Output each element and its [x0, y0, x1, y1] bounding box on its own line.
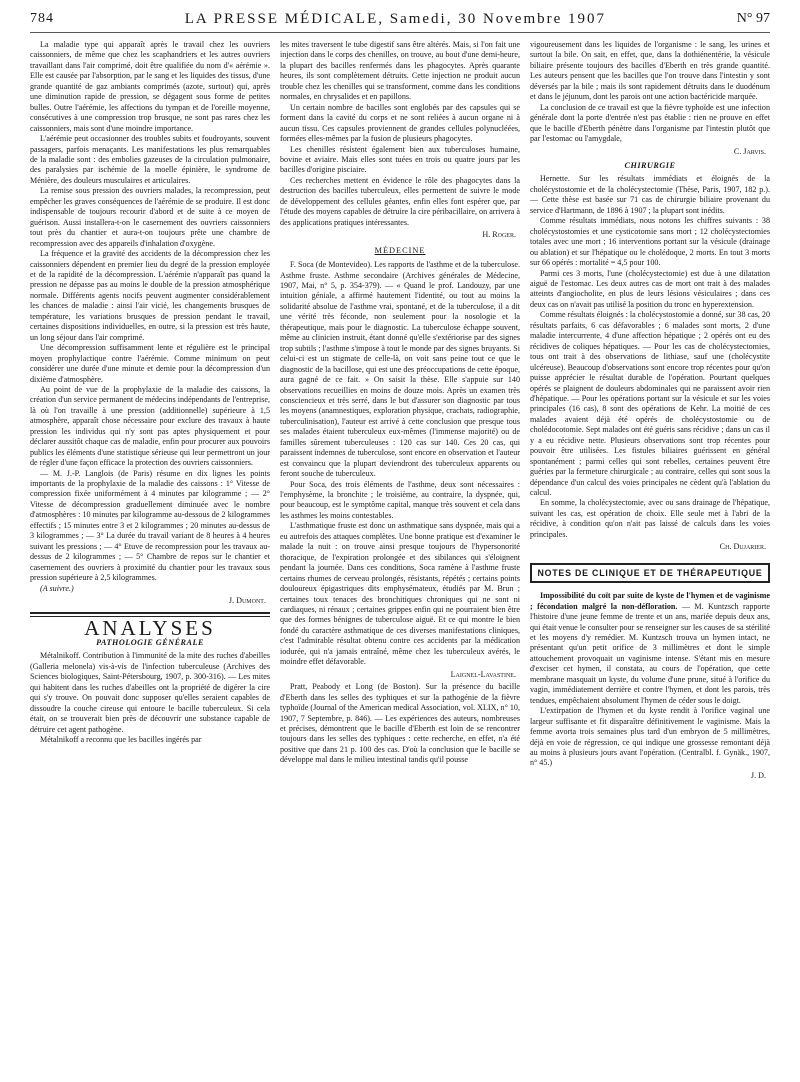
paragraph: L'aérémie peut occasionner des troubles subits et foudroyants, souvent passagers, parfois menaçants. Les manifestations les plus remarquables de la maladie sont : des embolies gazeuses de la circulation pulmonaire, des paralysies par ischémie de la moelle épinière, le syndrome de Ménière, des douleurs musculaires et articulaires.	[30, 134, 270, 185]
a-suivre-note: (A suivre.)	[40, 583, 74, 593]
paragraph: L'extirpation de l'hymen et du kyste rendit à l'orifice vaginal une largeur suffisante et fit disparaître définitivement le vaginisme. Mais la femme avorta trois semaines plus tard d'un embryon de 5 millimètres, déjà en voie de régression, ce qui indique une grossesse remontant déjà au moins à plusieurs jours avant l'opération. (Centralbl. f. Gynäk., 1907, n° 45.)	[530, 706, 770, 768]
signature: J. Dumont.	[228, 596, 266, 606]
paragraph: La remise sous pression des ouvriers malades, la recompression, peut empêcher les graves conséquences de l'aérémie de se produire. Il est donc indispensable de toujours recourir d'abord et de suite à ce moyen de guérison. Aussi installera-t-on le casernement des ouvriers caissonniers tout près du chantier et aura-t-on toujours prête une chambre de recompression avec des appareils d'inhalation d'oxygène.	[30, 186, 270, 248]
journal-title: LA PRESSE MÉDICALE, Samedi, 30 Novembre 1907	[184, 10, 607, 27]
column-2	[280, 40, 520, 1080]
signature: H. Roger.	[482, 230, 516, 240]
signature: Ch. Dujarier.	[719, 542, 766, 552]
paragraph: Une décompression suffisamment lente et régulière est le principal moyen prophylactique contre l'aérémie. Comme minimum on peut considérer une durée d'une minute et demie pour la décompression d'un dixième d'atmosphère.	[30, 343, 270, 384]
paragraph: Pratt, Peabody et Long (de Boston). Sur la présence du bacille d'Eberth dans les selles des typhiques et sur la pathogénie de la fièvre typhoïde (Journal of the American medical Association, vol. XLIX, n° 10, 1907, 7 Septembre, p. 846). — Les expériences des auteurs, nombreuses et précises, démontrent que le bacille d'Eberth est loin de se rencontrer toujours dans les selles des typhiques : cette recherche, en effet, n'a été positive que dans 21 p. 100 des cas. D'où la conclusion que le bacille se développe mal dans le milieu intestinal tandis qu'il pousse	[280, 682, 520, 765]
paragraph: Métalnikoff a reconnu que les bacilles ingérés par	[40, 735, 202, 744]
paragraph: En somme, la cholécystectomie, avec ou sans drainage de l'hépatique, suivant les cas, est opération de choix. Elle seule met à l'abri de la récidive, à condition qu'on n'ait pas laissé de calculs dans les voies principales.	[530, 498, 770, 539]
section-heading-analyses: ANALYSES	[84, 616, 216, 641]
page-number: 784	[30, 11, 54, 26]
paragraph: La fréquence et la gravité des accidents de la décompression chez les caissonniers dépendent en premier lieu du degré de la pression employée et de la rapidité de la décompression. L'aérémie n'apparaît pas quand la pression ne dépasse pas au moins le double de la pression atmosphérique normale. Différents agents nocifs peuvent augmenter considérablement les chances de maladie : ainsi l'air vicié, les changements brusques de température, les variations brusques de pression pendant le travail, certaines dispositions individuelles, en outre, si la pression est très haute, un long séjour dans l'air comprimé.	[30, 249, 270, 342]
paragraph: vigoureusement dans les liquides de l'organisme : le sang, les urines et surtout la bile. On sait, en effet, que, dans la dothiénentérie, la vésicule biliaire présente toujours des bacilles d'Eberth en très grande quantité. Les auteurs pensent que les bacilles que l'on trouve dans l'intestin y sont déversés par la bile ; mais ils sont rapidement détruits dans le duodénum et dans le jéjunum, dont les parois ont une action bactéricide marquée.	[530, 40, 770, 102]
rubric-heading: MÉDECINE	[374, 245, 426, 255]
paragraph: Comme résultats éloignés : la cholécystostomie a donné, sur 38 cas, 20 résultats parfaits, 6 cas défavorables ; 6 malades sont morts, 2 d'une maladie intercurrente, 4 d'une affection hépatique ; 2 opérés ont eu des récidives de coliques hépatiques. — Pour les cas de cholécystectomies, tous ont trait à des observations de lithiase, sauf une (cholécystite ulcéreuse). Beaucoup d'observations sont encore trop récentes pour qu'on puisse apprécier le résultat durable de l'opération. Pourtant quelques opérés se plaignent de douleurs abdominales qui ne paraissent avoir rien d'hépatique. — Pour les opérations portant sur la vésicule et sur les voies principales (16 cas), 8 sont des opérations de Kehr. La moitié de ces malades avaient déjà été opérés de cholécystostomie ou de cholédocotomie. Sept malades ont été guéris sans récidive ; dans un cas il y a eu récidive nette. Plusieurs observations sont trop récentes pour pouvoir être utilisées. Les fistules biliaires guérissent en général spontanément ; parmi celles qui sont rebelles, certaines peuvent être guéries par la fermeture chirurgicale ; au contraire, celles qui sont sous la dépendance d'un calcul des voies principales ne cèdent qu'à l'ablation du calcul.	[530, 310, 770, 498]
paragraph: Les chenilles résistent également bien aux tuberculoses humaine, bovine et aviaire. Mais elles sont tuées en trois ou quatre jours par les bacilles d'origine pisciaire.	[280, 144, 520, 175]
signature: J. D.	[750, 770, 766, 780]
paragraph: Ces recherches mettent en évidence le rôle des phagocytes dans la destruction des bacilles tuberculeux, elles permettent de suivre le mode de développement des cellules géantes, enfin elles font espérer que, par l'étude des moyens capables de détruire la cire péribacillaire, on arrivera à des applications pratiques intéressantes.	[280, 175, 520, 227]
section-box-notes: NOTES DE CLINIQUE ET DE THÉRAPEUTIQUE	[530, 563, 770, 583]
paragraph: Métalnikoff. Contribution à l'immunité de la mite des ruches d'abeilles (Galleria melonela) vis-à-vis de l'infection tuberculeuse (Archives des Sciences biologiques, Saint-Pétersbourg, 1907, p. 300-316). — Les mites qui habitent dans les ruches d'abeilles ont la propriété de digérer la cire qui s'y trouve. On pouvait donc supposer qu'elles seraient capables de dissoudre la couche cireuse qui entoure le bacille tuberculeux. Si cela était, on se trouverait bien près de découvrir une substance capable de détruire cet agent pathogène.	[30, 651, 270, 734]
paragraph: — M. J.-P. Langlois (de Paris) résume en dix lignes les points importants de la prophylaxie de la maladie des caissons : 1° Vitesse de compression fixée uniformément à 4 minutes par kilogramme ; — 2° Vitesse de décompression graduellement diminuée avec le nombre d'atmosphères : 10 minutes par kilogramme au-dessous de 2 kilogrammes effectifs ; 15 minutes entre 3 et 2 kilogrammes ; 20 minutes au-dessus de 3 kilogrammes ; — 3° La durée du travail variant de 8 heures à 4 heures suivant les pressions ; — 4° Etuve de recompression pour les travaux au-dessus de 2 kilogrammes ; — 5° Chambre de repos sur le chantier et casernement des ouvriers à proximité du chantier pour les travaux sous pression supérieure à 2,5 kilogrammes.	[30, 468, 270, 583]
paragraph: Au point de vue de la prophylaxie de la maladie des caissons, la création d'un service permanent de médecins indépendants de l'entreprise, là où l'on travaille à une pression (additionnelle) supérieure à 1,5 atmosphère, apparaît chose nécessaire pour exclure des travaux à haute pression les individus qui n'y sont pas aptes physiquement et pour déclarer aussitôt chaque cas de maladie, enfin pour procurer aux pouvoirs publics les éléments d'une statistique sérieuse qui leur permettront un jour de régler d'une façon efficace la protection des ouvriers caissonniers.	[30, 384, 270, 468]
column-3	[530, 40, 770, 1080]
paragraph: Parmi ces 3 morts, l'une (cholécystectomie) est due à une dilatation aiguë de l'estomac. Les deux autres cas de mort ont trait à des malades atteints d'angiocholite, en plus de leurs lésions vésiculaires ; dans ces deux cas on n'avait pas utilisé la position du tronc en hyperextension.	[530, 268, 770, 309]
column-1	[30, 40, 270, 1080]
paragraph: L'asthmatique fruste est donc un asthmatique sans dyspnée, mais qui a eu autrefois des attaques complètes. Une bonne pratique est d'examiner le malade la nuit : on trouve ainsi presque toujours de l'hypersonorité thoracique, de l'expiration prolongée et des sibilances qui s'éloignent pendant la journée. Dans ces conditions, Soca ramène à l'asthme fruste certains rhumes de cerveau prolongés, résistants, répétés ; certains points douloureux épigastriques dits emphysémateux, étudiés par M. Brun ; certaines toux tenaces des bronchitiques chroniques qui ne sont ni cardiaques, ni rénaux ; certaines grippes enfin qui ne pourraient bien être que des formes bénignes de tuberculose aiguë. Et ce qui montre le bien fondé du caractère asthmatique de ces diverses manifestations cliniques, c'est l'admirable résultat obtenu contre ces accidents par la médication iodurée, qui n'a jamais entraîné, même chez les tuberculeux avérés, le moindre effet défavorable.	[280, 521, 520, 667]
paragraph: Pour Soca, des trois éléments de l'asthme, deux sont nécessaires : l'emphysème, la bronchite ; le troisième, au contraire, la dyspnée, qui, pour beaucoup, est le symptôme capital, manque très souvent et cela dans les asthmes les moins contestables.	[280, 479, 520, 520]
article-body: — M. Kuntzsch rapporte l'histoire d'une jeune femme de trente et un ans, mariée depuis deux ans, qui était venue le consulter pour se renseigner sur les causes de sa stérilité et les moyens d'y remédier. M. Kuntzsch trouva un hymen intact, ne présentant qu'un petit orifice de 3 millimètres et dont le simple attouchement provoquait un vaginisme intense. S'étant mis en mesure d'exciser cet hymen, il constata, au cours de l'opération, que cette membrane masquait un kyste, du volume d'une prune, situé à l'orifice du vagin, immédiatement derrière et contre l'hymen, et dont les parois, très tendues, empêchaient absolument l'hymen de céder sous le doigt.	[530, 601, 770, 705]
issue-number: N° 97	[736, 11, 770, 26]
signature: Laignel-Lavastine.	[450, 669, 516, 679]
paragraph: Hernette. Sur les résultats immédiats et éloignés de la cholécystostomie et de la cholécystectomie (Thèse, Paris, 1907, 182 p.). — Cette thèse est basée sur 71 cas de chirurgie biliaire provenant du service d'Hartmann, de 1896 à 1907 ; la plupart sont inédits.	[530, 174, 770, 215]
rubric-heading: CHIRURGIE	[624, 160, 676, 170]
rubric-heading: PATHOLOGIE GÉNÉRALE	[96, 637, 204, 647]
article-headline: Impossibilité du coït par suite de kyste de l'hymen et de vaginisme ; fécondation malgré la non-défloration.	[530, 591, 770, 611]
paragraph: Comme résultats immédiats, nous notons les chiffres suivants : 38 cholécystostomies et une cysticotomie sans mort ; 12 cholécystectomies totales avec une mort ; 16 interventions portant sur la vésicule (drainage ou ablation) et sur l'hépatique ou le cholédoque, 2 morts. En tout 3 morts sur 66 opérés : mortalité = 4,5 pour 100.	[530, 216, 770, 268]
page-header	[30, 6, 770, 33]
signature: C. Jarvis.	[733, 146, 766, 156]
paragraph: La maladie type qui apparaît après le travail chez les ouvriers caissonniers, de même que chez les scaphandriers et les autres ouvriers travaillant dans l'air comprimé, doit être qualifiée du nom d'« aérémie ». Elle est causée par l'absorption, par le sang et les liquides des tissus, d'une grande quantité de gaz ambiants comprimés (azote, surtout) qui, après une diminution rapide de pression, se dégagent sous forme de petites bulles. Outre l'aérémie, les affections du tympan et de l'oreille moyenne, consécutives à une compression trop brusque, ne sont pas rares chez les caissonniers, mais sont d'une moindre importance.	[30, 40, 270, 133]
paragraph: La conclusion de ce travail est que la fièvre typhoïde est une infection générale dont la porte d'entrée n'est pas établie : rien ne prouve en effet que le bacille d'Eberth pénètre dans l'organisme par l'intestin plutôt que par l'estomac ou l'amygdale,	[530, 102, 770, 144]
paragraph: F. Soca (de Montevideo). Les rapports de l'asthme et de la tuberculose. Asthme fruste. Asthme secondaire (Archives générales de Médecine, 1907, Mai, n° 5, p. 354-379). — « Quand le prof. Landouzy, par une intuition géniale, a affirmé hautement l'identité, ou tout au moins la solidarité absolue de l'asthme vrai, spontané, et de la tuberculose, il a dit une vérité très féconde, non seulement pour la nosologie et la thérapeutique, mais pour le diagnostic. La tuberculose échappe souvent, même au clinicien instruit, étant donné qu'elle s'extériorise par des signes trop subtils ; l'asthme s'impose à tout le monde par des signes bruyants. Si celui-ci est un stigmate de celle-là, on voit sans peine tout ce que le diagnostic de la bacillose, qui est une des préoccupations de cette époque, aura gagné de ce fait. » On saisit la thèse. Elle s'appuie sur 140 observations recueillies en moins de douze mois. Après un examen très consciencieux et très serré, dans le but d'assurer son diagnostic par tous les moyens (anamnestiques, exploration physique, crachats, radiographie, tuberculinisation), l'auteur est arrivé à cette conclusion que presque tous ses malades étaient tuberculeux eux-mêmes (l'immense majorité) ou de familles sûrement tuberculeuses : 120 cas sur 140. Ces 20 cas, qui paraissent indemnes de tuberculose, sont encore en observation et l'auteur est convaincu que la plupart deviendront des tuberculeux apparents ou feront souche de tuberculeux.	[280, 260, 520, 479]
paragraph: les mites traversent le tube digestif sans être altérés. Mais, si l'on fait une injection dans le corps des chenilles, on trouve, au bout d'une demi-heure, la plupart des bacilles renfermés dans les phagocytes. Après quarante heures, ils sont complètement détruits. Cette injection ne produit aucun trouble chez les chenilles qui se transforment, comme dans les conditions normales, en chrysalides et en papillons.	[280, 40, 520, 102]
paragraph	[530, 591, 770, 706]
paragraph: Un certain nombre de bacilles sont englobés par des capsules qui se forment dans la cavité du corps et ne sont reliées à aucun organe ni à aucun tissu. Ces capsules proviennent de grandes cellules polynucléées, formées elles-mêmes par la fusion de plusieurs phagocytes.	[280, 102, 520, 144]
